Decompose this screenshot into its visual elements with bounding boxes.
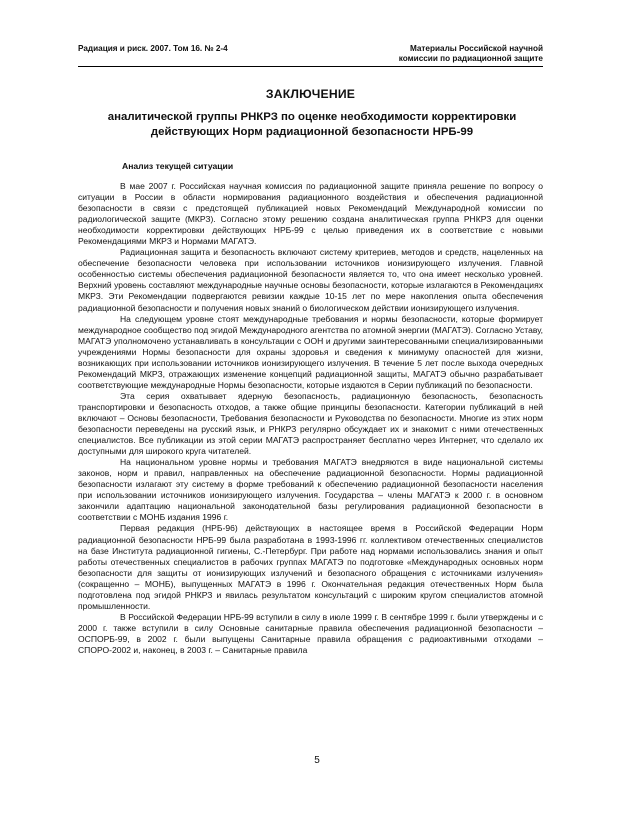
paragraph: На национальном уровне нормы и требования МАГАТЭ внедряются в виде национальной системы законов, норм и правил, направленных на обеспечение радиационной безопасности. Нормы радиационной безопасности излагают эту систему в форме требований к обеспечению радиационной безопасности населения при использовании источников ионизирующего излучения. Государства – члены МАГАТЭ к 2000 г. в основном закончили адаптацию национальной законодательной базы регулирования радиационной безопасности в соответствии с МОНБ издания 1996 г. [78, 457, 543, 523]
paragraph: Эта серия охватывает ядерную безопасность, радиационную безопасность, безопасность транспортировки и безопасность отходов, а также общие принципы безопасности. Категории публикаций в ней включают – Основы безопасности, Требования безопасности и Руководства по безопасности. Многие из этих норм безопасности переведены на русский язык, и РНКРЗ регулярно обсуждает их и знакомит с ними отечественных специалистов. Все публикации из этой серии МАГАТЭ распространяет бесплатно через Интернет, что сделало их доступными для широкого круга читателей. [78, 390, 543, 457]
header-rule [78, 66, 543, 67]
running-header-section [399, 44, 543, 64]
paragraph: Радиационная защита и безопасность включают систему критериев, методов и средств, нацеленных на обеспечение безопасности человека при использовании источников ионизирующего излучения. Главной особенностью системы обеспечения радиационной безопасности является то, что она имеет несколько уровней. Верхний уровень составляют международные научные основы безопасности, которые излагаются в Рекомендациях МКРЗ. Эти Рекомендации подвергаются ревизии каждые 10-15 лет по мере накопления опыта обеспечения радиационной безопасности и получения новых знаний о биологическом действии ионизирующего излучения. [78, 247, 543, 313]
body-text [78, 181, 543, 656]
page-number: 5 [314, 755, 320, 766]
running-header-section-line1: Материалы Российской научной [409, 44, 543, 53]
paragraph: В Российской Федерации НРБ-99 вступили в силу в июле 1999 г. В сентябре 1999 г. были утверждены и с 2000 г. также вступили в силу Основные санитарные правила обеспечения радиационной безопасности – ОСПОРБ-99, в 2002 г. были выпущены Санитарные правила обращения с радиоактивными отходами – СПОРО-2002 и, наконец, в 2003 г. – Санитарные правила [78, 611, 543, 655]
section-heading: Анализ текущей ситуации [122, 161, 234, 171]
document-title: ЗАКЛЮЧЕНИЕ [265, 87, 356, 101]
running-header-journal: Радиация и риск. 2007. Том 16. № 2-4 [78, 44, 228, 53]
paragraph: На следующем уровне стоят международные требования и нормы безопасности, которые формирует международное сообщество под эгидой Международного агентства по атомной энергии (МАГАТЭ). Согласно Уставу, МАГАТЭ уполномочено устанавливать в консультации с ООН и другими заинтересованными специализированными учреждениями Нормы безопасности для охраны здоровья и сведения к минимуму опасностей для жизни, возникающих при использовании источников ионизирующего излучения. В течение 5 лет после выхода очередных Рекомендаций МКРЗ, отражающих изменение концепций радиационной защиты, МАГАТЭ обычно разрабатывает соответствующие международные Нормы безопасности, которые издаются в Серии публикаций по безопасности. [78, 313, 544, 390]
running-header-section-line2: комиссии по радиационной защите [398, 54, 543, 63]
document-subtitle [100, 110, 524, 139]
document-subtitle-line1: аналитической группы РНКРЗ по оценке необходимости корректировки [107, 111, 517, 123]
paragraph: В мае 2007 г. Российская научная комиссия по радиационной защите приняла решение по вопросу о ситуации в России в области нормирования радиационного воздействия и обеспечения радиационной безопасности в связи с предстоящей публикацией новых Рекомендаций Международной комиссии по радиологической защите (МКРЗ). Согласно этому решению создана аналитическая группа РНКРЗ для оценки необходимости корректировки действующих НРБ-99 с целью приведения их в соответствие с новыми Рекомендациями МКРЗ и Нормами МАГАТЭ. [78, 181, 543, 247]
document-subtitle-line2: действующих Норм радиационной безопасности НРБ-99 [150, 125, 474, 138]
paragraph: Первая редакция (НРБ-96) действующих в настоящее время в Российской Федерации Норм радиационной безопасности НРБ-99 была разработана в 1993-1996 гг. коллективом отечественных специалистов на базе Института радиационной гигиены, С.-Петербург. При работе над нормами использовались знания и опыт работы отечественных специалистов в рабочих группах МАГАТЭ по подготовке «Международных основных норм безопасности для защиты от ионизирующих излучений и безопасного обращения с источниками излучения» (сокращенно – МОНБ), выпущенных МАГАТЭ в 1996 г. Окончательная редакция отечественных Норм была подготовлена под эгидой РНКРЗ и явилась результатом консультаций с широким кругом специалистов атомной промышленности. [78, 523, 543, 611]
